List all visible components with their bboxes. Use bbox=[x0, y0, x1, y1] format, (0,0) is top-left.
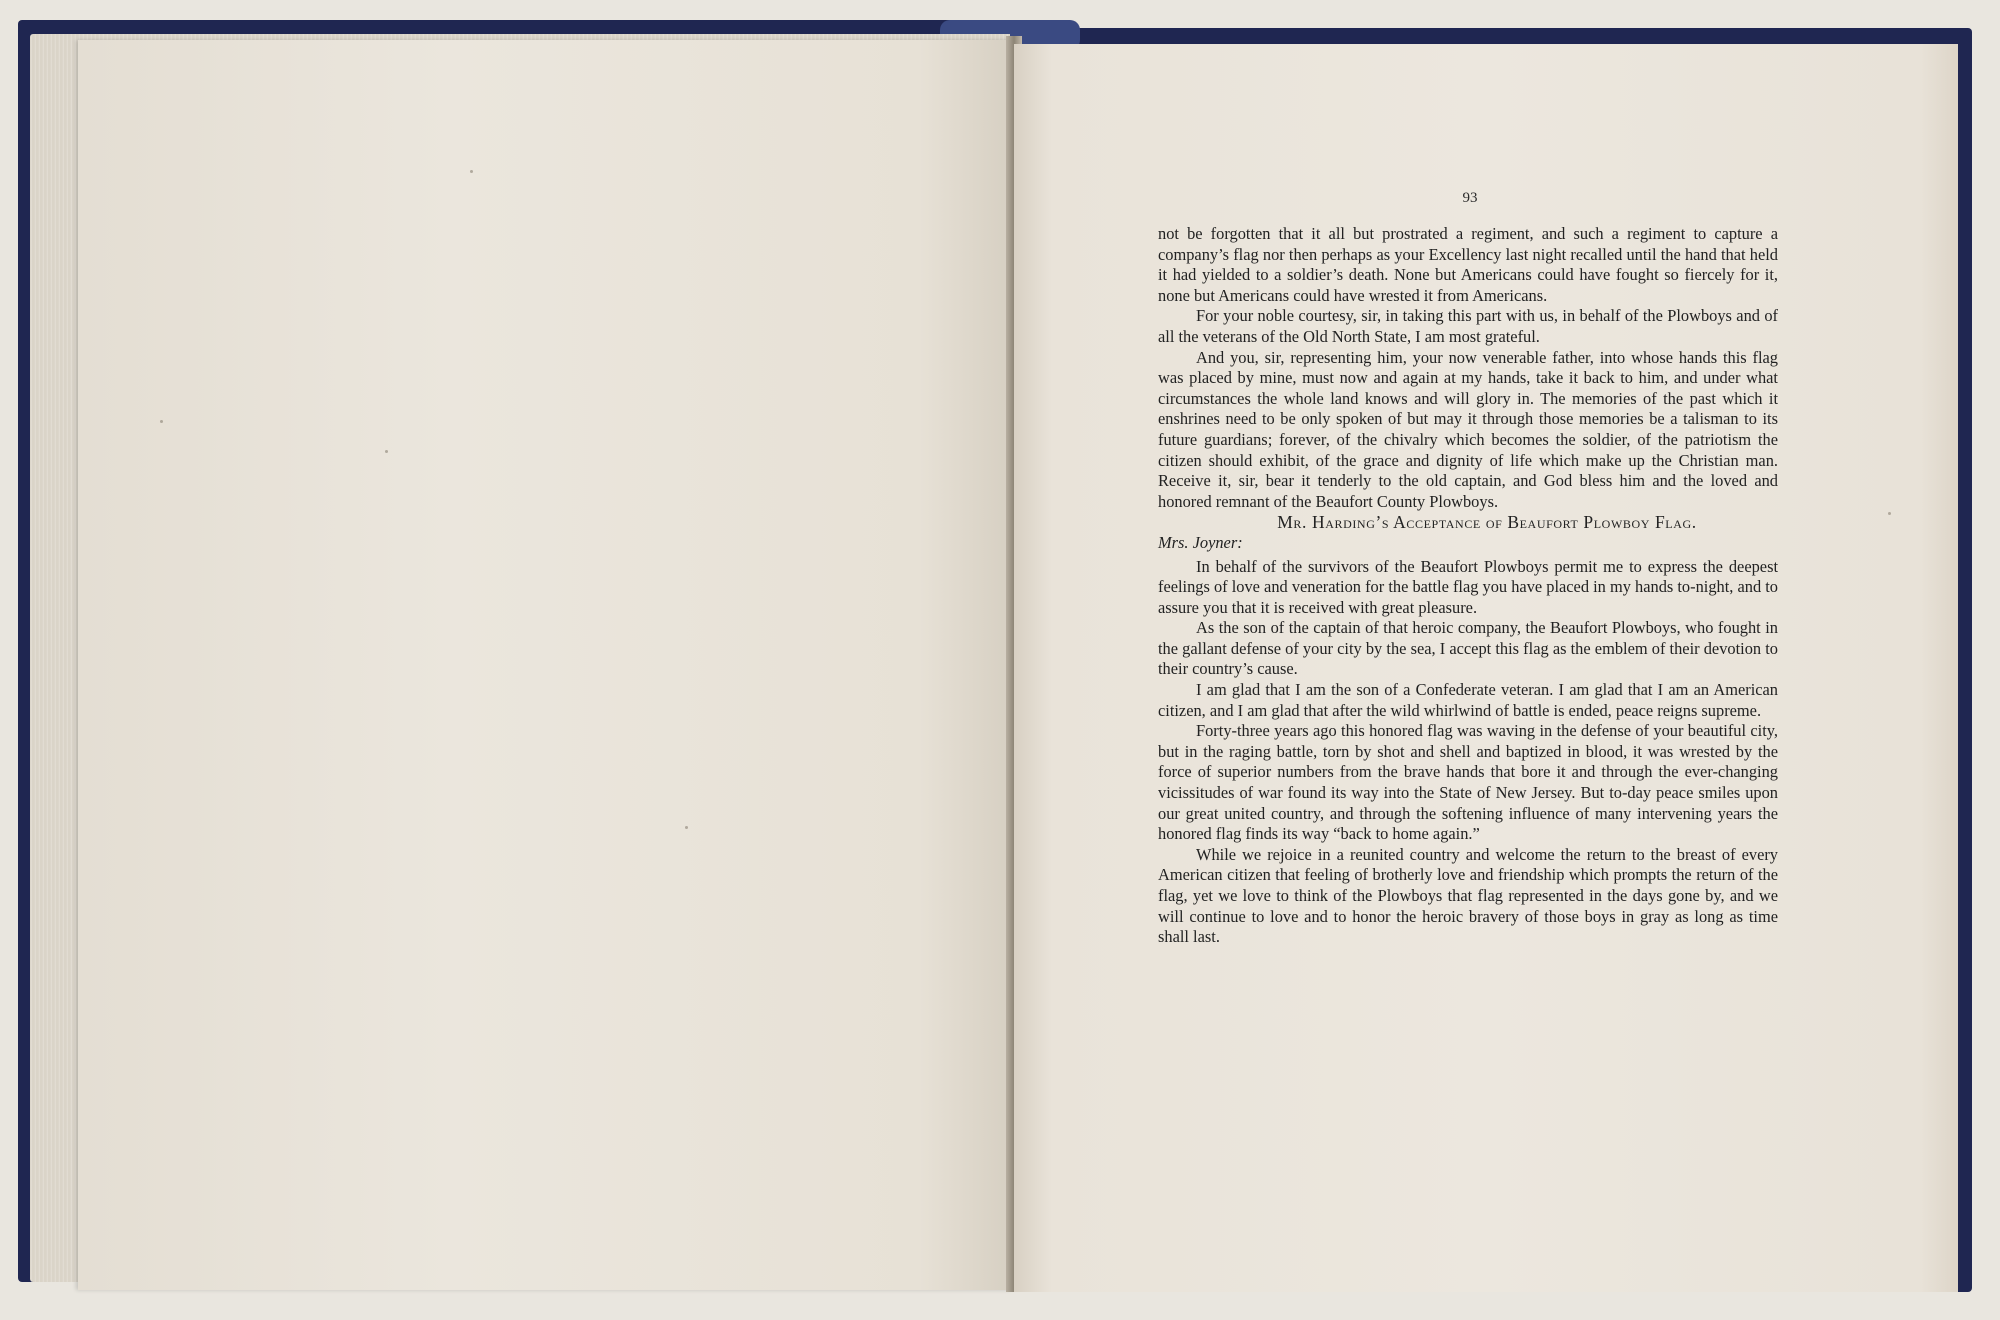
paragraph: For your noble courtesy, sir, in taking this part with us, in behalf of the Plowboys and of all the veterans of the Old North State, I am most grateful. bbox=[1158, 306, 1778, 346]
left-page-blank bbox=[78, 40, 1013, 1290]
paragraph: I am glad that I am the son of a Confederate veteran. I am glad that I am an American citizen, and I am glad that after the wild whirlwind of battle is ended, peace reigns supreme. bbox=[1158, 680, 1778, 720]
salutation: Mrs. Joyner: bbox=[1158, 532, 1243, 552]
paragraph: And you, sir, representing him, your now venerable father, into whose hands this flag was placed by mine, must now and again at my hands, take it back to him, and under what circumstances the whole land knows and will glory in. The memories of the past which it enshrines need to be only spoken of but may it through those memories be a talisman to its future guardians; forever, of the chivalry which becomes the soldier, of the patriotism the citizen should exhibit, of the grace and dignity of life which make up the Christian man. Receive it, sir, bear it tenderly to the old captain, and God bless him and the loved and honored remnant of the Beaufort County Plowboys. bbox=[1158, 347, 1778, 511]
page-number: 93 bbox=[1462, 190, 1478, 206]
paper-speck bbox=[1888, 512, 1891, 515]
paper-speck bbox=[160, 420, 163, 423]
paragraph: not be forgotten that it all but prostrated a regiment, and such a regiment to capture a company’s flag nor then perhaps as your Excellency last night recalled until the hand that held it had yielded to a soldier’s death. None but Americans could have fought so fiercely for it, none but Americans could have wrested it from Americans. bbox=[1158, 224, 1778, 305]
paragraph: While we rejoice in a reunited country and welcome the return to the breast of every American citizen that feeling of brotherly love and friendship which prompts the return of the flag, yet we love to think of the Plowboys that flag represented in the days gone by, and we will continue to love and to honor the heroic bravery of those boys in gray as long as time shall last. bbox=[1158, 844, 1778, 947]
paragraph: In behalf of the survivors of the Beaufort Plowboys permit me to express the deepest feelings of love and veneration for the battle flag you have placed in my hands to-night, and to assure you that it is received with great pleasure. bbox=[1158, 556, 1778, 617]
paper-speck bbox=[385, 450, 388, 453]
page-text bbox=[1158, 224, 1778, 948]
paragraph: As the son of the captain of that heroic company, the Beaufort Plowboys, who fought in the gallant defense of your city by the sea, I accept this flag as the emblem of their devotion to their country’s cause. bbox=[1158, 618, 1778, 679]
section-heading: Mr. Harding’s Acceptance of Beaufort Plowboy Flag. bbox=[1277, 512, 1697, 533]
paper-speck bbox=[685, 826, 688, 829]
paragraph: Forty-three years ago this honored flag was waving in the defense of your beautiful city, but in the raging battle, torn by shot and shell and baptized in blood, it was wrested by the force of superior numbers from the brave hands that bore it and through the ever-changing vicissitudes of war found its way into the State of New Jersey. But to-day peace smiles upon our great united country, and through the softening influence of many intervening years the honored flag finds its way “back to home again.” bbox=[1158, 721, 1778, 844]
paper-speck bbox=[470, 170, 473, 173]
